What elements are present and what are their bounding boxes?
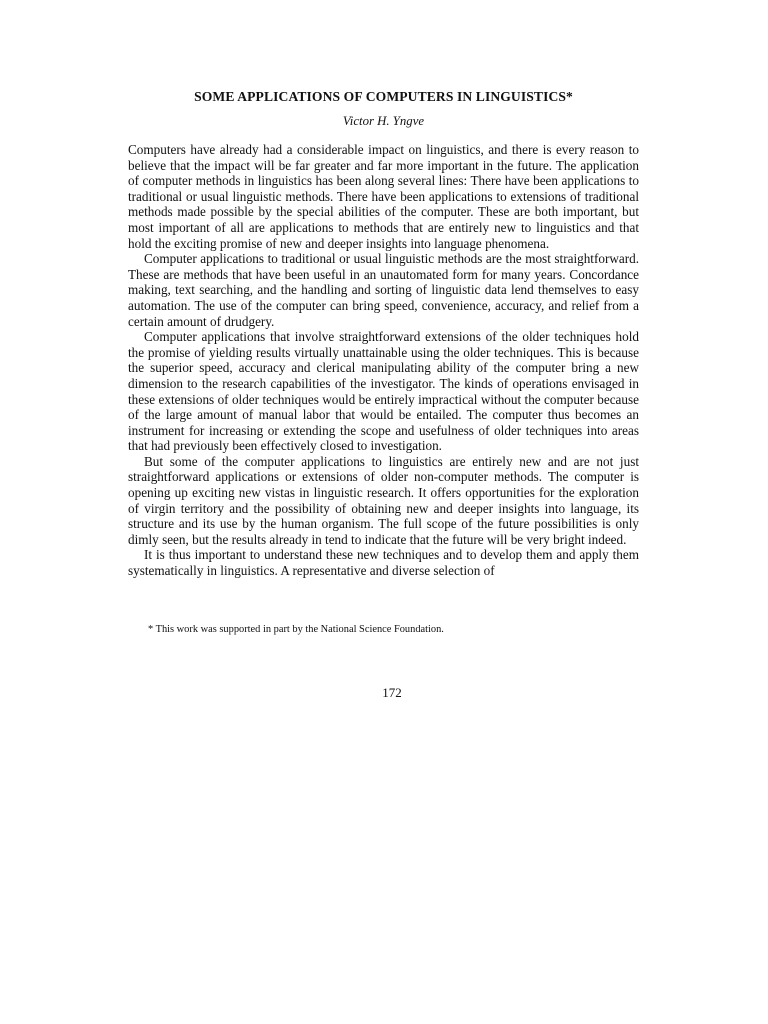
paper-title: SOME APPLICATIONS OF COMPUTERS IN LINGUISTICS* xyxy=(194,89,573,104)
paragraph-2: Computer applications to traditional or usual linguistic methods are the most straightforward. These are methods that have been useful in an unautomated form for many years. Concordance making, text searching, and the handling and sorting of linguistic data lend themselves to easy automation. The use of the computer can bring speed, convenience, accuracy, and relief from a certain amount of drudgery. xyxy=(128,251,639,329)
author-name: Victor H. Yngve xyxy=(342,114,425,128)
footnote: * This work was supported in part by the National Science Foundation. xyxy=(148,624,444,635)
paragraph-1: Computers have already had a considerable impact on linguistics, and there is every reason to believe that the impact will be far greater and far more important in the future. The application of computer methods in linguistics has been along several lines: There have been applications to traditional or usual linguistic methods. There have been applications to extensions of traditional methods made possible by the special abilities of the computer. These are both important, but most important of all are applications to methods that are entirely new to linguistics and that hold the exciting promise of new and deeper insights into language phenomena. xyxy=(128,142,639,251)
paragraph-4: But some of the computer applications to linguistics are entirely new and are not just straightforward applications or extensions of older non-computer methods. The computer is opening up exciting new vistas in linguistic research. It offers opportunities for the exploration of virgin territory and the possibility of obtaining new and deeper insights into language, its structure and its use by the human organism. The full scope of the future possibilities is only dimly seen, but the results already in tend to indicate that the future will be very bright indeed. xyxy=(128,453,639,547)
paragraph-3: Computer applications that involve straightforward extensions of the older techniques hold the promise of yielding results virtually unattainable using the older techniques. This is because the superior speed, accuracy and clerical manipulating ability of the computer bring a new dimension to the research capabilities of the investigator. The kinds of operations envisaged in these extensions of older techniques would be entirely impractical without the computer because of the large amount of manual labor that would be entailed. The computer thus becomes an instrument for increasing or extending the scope and usefulness of older techniques into areas that had previously been effectively closed to investigation. xyxy=(128,329,639,454)
body-text xyxy=(128,142,639,579)
page-number: 172 xyxy=(382,685,402,700)
paragraph-5: It is thus important to understand these new techniques and to develop them and apply them systematically in linguistics. A representative and diverse selection of xyxy=(128,547,639,579)
